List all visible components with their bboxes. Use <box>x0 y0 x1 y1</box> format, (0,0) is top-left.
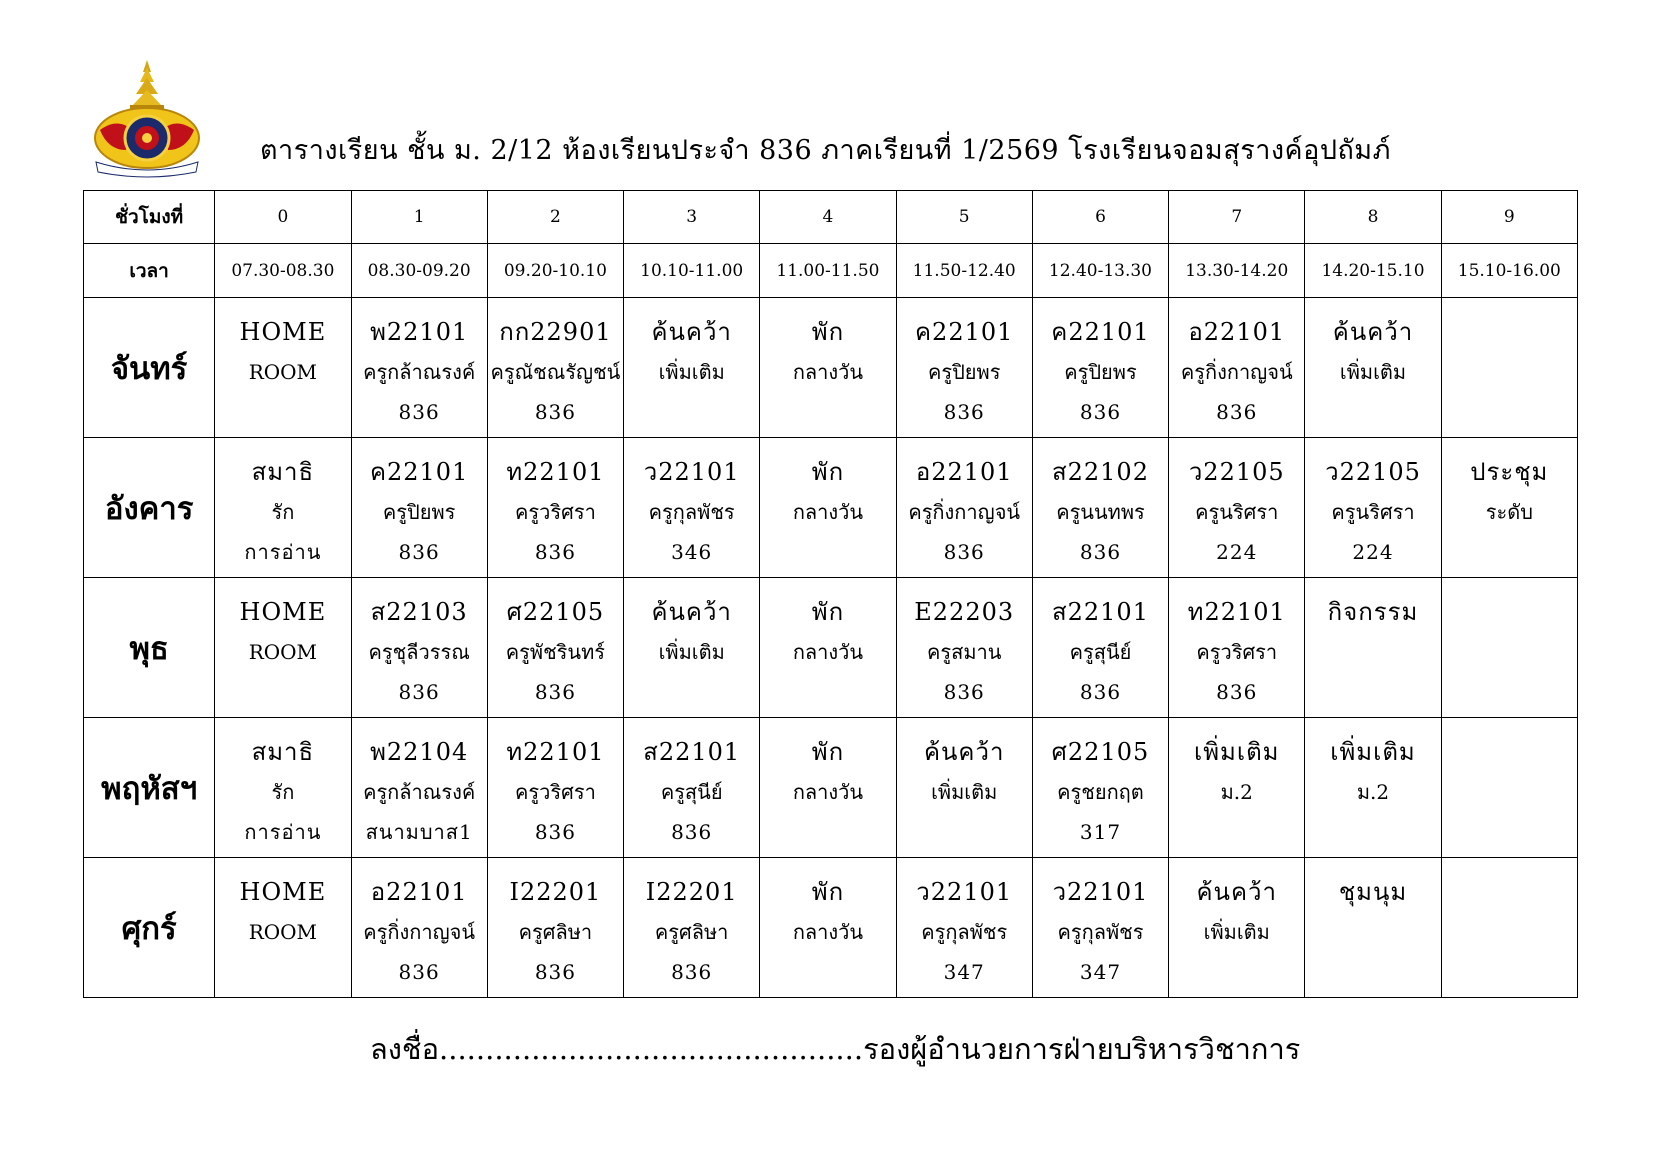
time-label: เวลา <box>84 244 215 298</box>
room-number: 836 <box>534 960 576 984</box>
time-slot: 10.10-11.00 <box>624 244 760 298</box>
subject-code: อ22101 <box>1188 318 1286 346</box>
timetable-cell <box>1032 718 1168 858</box>
room-number <box>760 952 895 992</box>
teacher-name <box>1442 772 1577 812</box>
time-slot: 11.50-12.40 <box>896 244 1032 298</box>
subject-code: ท22101 <box>506 738 605 766</box>
teacher-name: ครูกุลพัชร <box>1057 920 1144 944</box>
teacher-name: ครูนนทพร <box>1056 500 1145 524</box>
timetable-cell <box>1032 578 1168 718</box>
teacher-name: ครูศลิษา <box>518 920 593 944</box>
time-slot: 08.30-09.20 <box>351 244 487 298</box>
teacher-name: ครูสุนีย์ <box>660 780 723 804</box>
room-number: สนามบาส1 <box>365 820 473 844</box>
teacher-name: ครูสุนีย์ <box>1069 640 1132 664</box>
day-row <box>84 298 1578 438</box>
day-row <box>84 438 1578 578</box>
timetable-cell <box>624 858 760 998</box>
timetable-cell <box>487 438 623 578</box>
period-number: 2 <box>487 191 623 244</box>
subject-code: E22203 <box>914 598 1015 626</box>
timetable-cell <box>487 578 623 718</box>
timetable-cell <box>351 858 487 998</box>
subject-code: พัก <box>811 458 845 486</box>
teacher-name: กลางวัน <box>792 360 864 384</box>
teacher-name: ครูกุลพัชร <box>921 920 1008 944</box>
time-slot: 11.00-11.50 <box>760 244 896 298</box>
teacher-name: ครูกิ่งกาญจน์ <box>363 920 476 944</box>
subject-code <box>1442 312 1577 352</box>
room-number: 346 <box>671 540 713 564</box>
timetable-cell <box>351 578 487 718</box>
subject-code: ชุมนุม <box>1338 878 1408 906</box>
teacher-name: ครูกิ่งกาญจน์ <box>908 500 1021 524</box>
subject-code: HOME <box>239 318 327 346</box>
subject-code <box>1442 592 1577 632</box>
room-number: 347 <box>943 960 985 984</box>
subject-code: อ22101 <box>915 458 1013 486</box>
room-number: 836 <box>398 540 440 564</box>
room-number: 317 <box>1079 820 1122 844</box>
teacher-name: กลางวัน <box>792 500 864 524</box>
teacher-name: ครูวริศรา <box>515 780 596 804</box>
subject-code: ส22101 <box>643 738 741 766</box>
period-label: ชั่วโมงที่ <box>84 191 215 244</box>
subject-code: ค้นคว้า <box>651 318 732 346</box>
teacher-name <box>1442 912 1577 952</box>
room-number: 836 <box>398 960 440 984</box>
time-slot: 07.30-08.30 <box>215 244 351 298</box>
timetable-cell <box>1032 298 1168 438</box>
room-number <box>1442 812 1577 852</box>
subject-code: ค22101 <box>369 458 469 486</box>
room-number <box>1169 952 1304 992</box>
time-slot: 14.20-15.10 <box>1305 244 1441 298</box>
period-header-row <box>84 191 1578 244</box>
subject-code: สมาธิ <box>251 738 315 766</box>
room-number <box>1442 532 1577 572</box>
timetable-cell <box>487 858 623 998</box>
room-number: 347 <box>1079 960 1122 984</box>
teacher-name: ครูชุลีวรรณ <box>368 640 470 664</box>
timetable-cell <box>1441 578 1577 718</box>
page-title: ตารางเรียน ชั้น ม. 2/12 ห้องเรียนประจำ 836 ภาคเรียนที่ 1/2569 โรงเรียนจอมสุรางค์อุปถัมภ์ <box>260 135 1391 166</box>
timetable-cell <box>896 718 1032 858</box>
timetable-cell <box>760 718 896 858</box>
teacher-name: ครูปิยพร <box>1064 360 1137 384</box>
timetable-cell <box>1305 858 1441 998</box>
day-name: ศุกร์ <box>84 858 215 998</box>
timetable-cell <box>1305 578 1441 718</box>
teacher-name: ครูปิยพร <box>927 360 1001 384</box>
timetable-cell <box>351 298 487 438</box>
subject-code: เพิ่มเติม <box>1194 738 1280 766</box>
subject-code <box>1442 872 1577 912</box>
room-number <box>1305 812 1440 852</box>
room-number <box>215 672 350 712</box>
teacher-name: รัก <box>271 780 295 804</box>
room-number: การอ่าน <box>244 820 322 844</box>
subject-code: I22201 <box>645 878 738 906</box>
teacher-name: เพิ่มเติม <box>658 360 725 384</box>
subject-code: ว22101 <box>1052 878 1149 906</box>
room-number: 836 <box>534 540 576 564</box>
timetable-cell <box>1305 718 1441 858</box>
subject-code: ประชุม <box>1470 458 1549 486</box>
teacher-name <box>1442 632 1577 672</box>
room-number: 836 <box>1216 400 1258 424</box>
period-number: 4 <box>760 191 896 244</box>
subject-code: ค้นคว้า <box>651 598 732 626</box>
timetable-cell <box>760 438 896 578</box>
room-number: 224 <box>1352 540 1394 564</box>
timetable-cell <box>1169 578 1305 718</box>
timetable-cell <box>1169 298 1305 438</box>
teacher-name: เพิ่มเติม <box>1339 360 1407 384</box>
teacher-name <box>1442 352 1577 392</box>
subject-code: อ22101 <box>370 878 468 906</box>
timetable-cell <box>624 438 760 578</box>
timetable-cell <box>1169 438 1305 578</box>
room-number <box>1305 392 1440 432</box>
timetable-cell <box>760 858 896 998</box>
room-number <box>760 392 895 432</box>
room-number: 836 <box>534 680 576 704</box>
day-name: อังคาร <box>84 438 215 578</box>
teacher-name: ROOM <box>248 360 318 384</box>
period-number: 3 <box>624 191 760 244</box>
timetable-cell <box>351 718 487 858</box>
subject-code: สมาธิ <box>251 458 315 486</box>
teacher-name: ครูวริศรา <box>1196 640 1278 664</box>
subject-code: ศ22105 <box>506 598 605 626</box>
subject-code: ค้นคว้า <box>1332 318 1414 346</box>
subject-code: ค้นคว้า <box>923 738 1005 766</box>
period-number: 7 <box>1169 191 1305 244</box>
room-number: 224 <box>1216 540 1258 564</box>
subject-code <box>1442 732 1577 772</box>
subject-code: ศ22105 <box>1051 738 1150 766</box>
subject-code: พ22104 <box>370 738 469 766</box>
time-row <box>84 244 1578 298</box>
period-number: 0 <box>215 191 351 244</box>
room-number: 836 <box>398 400 440 424</box>
room-number <box>1442 672 1577 712</box>
timetable-cell <box>351 438 487 578</box>
room-number: 836 <box>1079 540 1122 564</box>
teacher-name: ระดับ <box>1485 500 1533 524</box>
timetable <box>83 190 1578 998</box>
room-number <box>215 392 350 432</box>
subject-code: HOME <box>239 598 327 626</box>
timetable-cell <box>215 858 351 998</box>
subject-code: ว22101 <box>643 458 740 486</box>
teacher-name: ครูณัชณรัญชน์ <box>490 360 621 384</box>
room-number <box>760 532 895 572</box>
timetable-cell <box>215 578 351 718</box>
day-name: พุธ <box>84 578 215 718</box>
teacher-name: ครูนริศรา <box>1331 500 1415 524</box>
subject-code: I22201 <box>509 878 602 906</box>
subject-code: ว22105 <box>1188 458 1285 486</box>
teacher-name: ม.2 <box>1220 780 1253 804</box>
subject-code: ส22103 <box>370 598 468 626</box>
room-number <box>897 812 1032 852</box>
room-number: 836 <box>943 680 985 704</box>
subject-code: ค22101 <box>915 318 1014 346</box>
room-number <box>1442 952 1577 992</box>
subject-code: ส22101 <box>1051 598 1149 626</box>
timetable-cell <box>215 298 351 438</box>
time-slot: 12.40-13.30 <box>1032 244 1168 298</box>
room-number <box>1169 812 1304 852</box>
timetable-cell <box>624 298 760 438</box>
timetable-cell <box>624 578 760 718</box>
room-number <box>624 392 759 432</box>
room-number <box>760 812 895 852</box>
period-number: 5 <box>896 191 1032 244</box>
teacher-name: ครูพัชรินทร์ <box>505 640 606 664</box>
time-slot: 15.10-16.00 <box>1441 244 1577 298</box>
room-number: 836 <box>534 400 576 424</box>
period-number: 9 <box>1441 191 1577 244</box>
subject-code: ส22102 <box>1051 458 1149 486</box>
subject-code: พ22101 <box>370 318 469 346</box>
room-number <box>1442 392 1577 432</box>
timetable-cell <box>896 298 1032 438</box>
day-name: จันทร์ <box>84 298 215 438</box>
room-number <box>760 672 895 712</box>
subject-code: กิจกรรม <box>1327 598 1419 626</box>
room-number: การอ่าน <box>244 540 322 564</box>
subject-code: ค้นคว้า <box>1196 878 1277 906</box>
subject-code: กก22901 <box>499 318 612 346</box>
subject-code: เพิ่มเติม <box>1330 738 1416 766</box>
timetable-cell <box>487 298 623 438</box>
teacher-name: ครูศลิษา <box>654 920 729 944</box>
teacher-name <box>1305 632 1440 672</box>
timetable-cell <box>760 578 896 718</box>
teacher-name: ม.2 <box>1356 780 1390 804</box>
period-number: 8 <box>1305 191 1441 244</box>
teacher-name: ครูกล้าณรงค์ <box>363 780 476 804</box>
subject-code: ค22101 <box>1051 318 1150 346</box>
timetable-cell <box>1441 718 1577 858</box>
teacher-name: เพิ่มเติม <box>658 640 725 664</box>
teacher-name: ROOM <box>248 920 318 944</box>
timetable-cell <box>1305 298 1441 438</box>
teacher-name: ครูปิยพร <box>382 500 456 524</box>
timetable-cell <box>760 298 896 438</box>
teacher-name: ครูกล้าณรงค์ <box>363 360 476 384</box>
timetable-cell <box>1305 438 1441 578</box>
timetable-cell <box>1441 438 1577 578</box>
period-number: 6 <box>1032 191 1168 244</box>
subject-code: พัก <box>811 878 845 906</box>
period-number: 1 <box>351 191 487 244</box>
timetable-cell <box>1169 858 1305 998</box>
day-name: พฤหัสฯ <box>84 718 215 858</box>
room-number: 836 <box>943 540 985 564</box>
subject-code: ว22105 <box>1325 458 1421 486</box>
teacher-name: กลางวัน <box>792 640 864 664</box>
room-number: 836 <box>671 820 713 844</box>
room-number <box>215 952 350 992</box>
timetable-cell <box>624 718 760 858</box>
teacher-name: ครูชยกฤต <box>1057 780 1144 804</box>
timetable-cell <box>896 858 1032 998</box>
room-number <box>1305 952 1440 992</box>
subject-code: ท22101 <box>1187 598 1286 626</box>
room-number: 836 <box>398 680 440 704</box>
room-number: 836 <box>1079 680 1122 704</box>
timetable-cell <box>896 578 1032 718</box>
teacher-name: ครูสมาน <box>927 640 1002 664</box>
room-number <box>624 672 759 712</box>
time-slot: 09.20-10.10 <box>487 244 623 298</box>
timetable-cell <box>896 438 1032 578</box>
room-number: 836 <box>1216 680 1258 704</box>
subject-code: HOME <box>239 878 327 906</box>
subject-code: พัก <box>811 598 845 626</box>
subject-code: ท22101 <box>506 458 605 486</box>
teacher-name: เพิ่มเติม <box>1203 920 1270 944</box>
subject-code: พัก <box>811 738 845 766</box>
room-number: 836 <box>671 960 713 984</box>
teacher-name: ครูกิ่งกาญจน์ <box>1180 360 1293 384</box>
teacher-name: ครูนริศรา <box>1195 500 1279 524</box>
room-number: 836 <box>534 820 576 844</box>
subject-code: ว22101 <box>916 878 1013 906</box>
timetable-cell <box>1441 298 1577 438</box>
day-row <box>84 718 1578 858</box>
timetable-cell <box>1441 858 1577 998</box>
teacher-name: กลางวัน <box>792 780 864 804</box>
teacher-name: รัก <box>271 500 295 524</box>
day-row <box>84 858 1578 998</box>
teacher-name: กลางวัน <box>792 920 864 944</box>
teacher-name: ครูกุลพัชร <box>648 500 735 524</box>
timetable-cell <box>1169 718 1305 858</box>
timetable-cell <box>215 718 351 858</box>
timetable-cell <box>1032 858 1168 998</box>
subject-code: พัก <box>811 318 845 346</box>
signature-line: ลงชื่อ..............................................รองผู้อำนวยการฝ่ายบริหารวิชาการ <box>370 1032 1301 1066</box>
day-row <box>84 578 1578 718</box>
timetable-cell <box>1032 438 1168 578</box>
time-slot: 13.30-14.20 <box>1169 244 1305 298</box>
school-logo <box>86 58 208 178</box>
teacher-name: ROOM <box>248 640 318 664</box>
timetable-cell <box>487 718 623 858</box>
timetable-cell <box>215 438 351 578</box>
teacher-name: ครูวริศรา <box>515 500 596 524</box>
room-number: 836 <box>1079 400 1122 424</box>
teacher-name <box>1305 912 1440 952</box>
teacher-name: เพิ่มเติม <box>931 780 998 804</box>
room-number: 836 <box>943 400 985 424</box>
room-number <box>1305 672 1440 712</box>
